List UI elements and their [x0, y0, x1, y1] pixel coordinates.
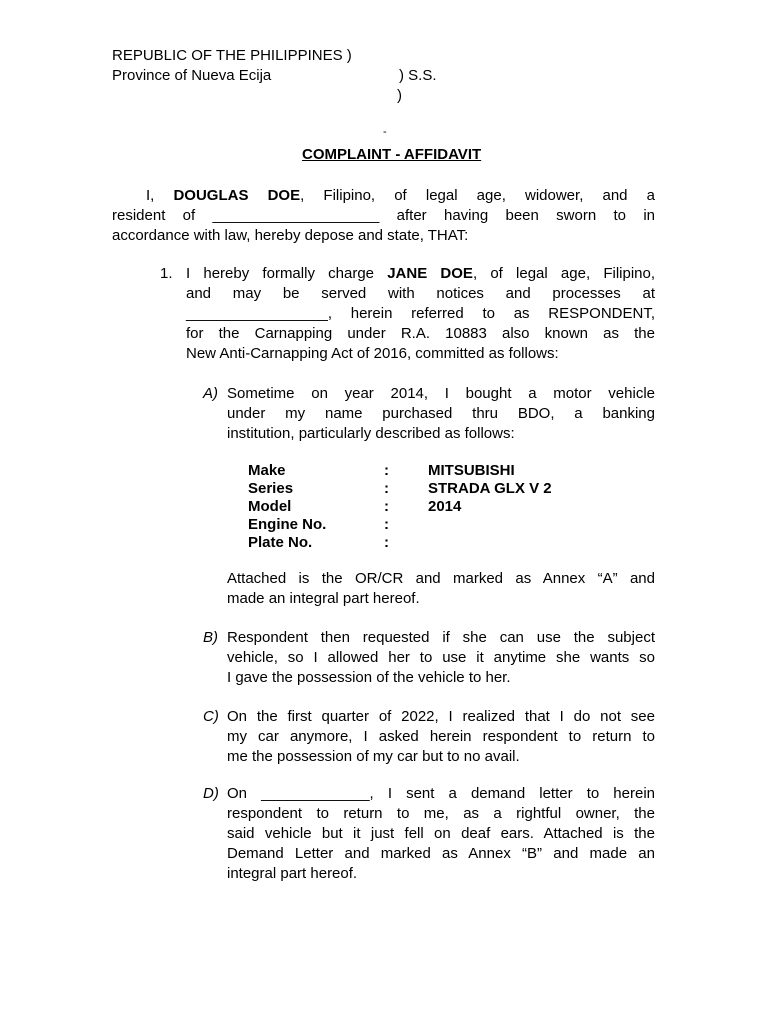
title-mark: -	[383, 126, 387, 138]
item-d-marker: D)	[203, 785, 219, 802]
item-a-line-1: Sometime on year 2014, I bought a motor vehicle	[227, 385, 655, 402]
spec-colon: :	[384, 462, 389, 479]
item-1-line-1	[186, 264, 655, 284]
page-title: COMPLAINT - AFFIDAVIT	[302, 146, 482, 163]
item-b-marker: B)	[203, 629, 218, 646]
spec-colon: :	[384, 498, 389, 515]
item-1-text-b: , of legal age, Filipino,	[472, 265, 656, 282]
item-b-line-1: Respondent then requested if she can use the subject	[227, 629, 655, 646]
item-1-number: 1.	[160, 265, 173, 282]
spec-key: Engine No.	[248, 516, 327, 533]
spec-key: Model	[248, 498, 292, 515]
spec-value: MITSUBISHI	[428, 462, 515, 479]
item-1-line-2: and may be served with notices and processes at	[186, 285, 655, 302]
item-1-line-5: New Anti-Carnapping Act of 2016, committed as follows:	[186, 345, 559, 362]
venue-republic-line: REPUBLIC OF THE PHILIPPINES )	[112, 47, 352, 64]
spec-colon: :	[384, 516, 389, 533]
affiant-name: DOUGLAS DOE	[173, 187, 301, 204]
spec-value: STRADA GLX V 2	[428, 480, 552, 497]
spec-key: Make	[248, 462, 286, 479]
spec-key: Series	[248, 480, 294, 497]
item-c-line-3: me the possession of my car but to no avail.	[227, 748, 520, 765]
intro-text-b: , Filipino, of legal age, widower, and a	[300, 187, 655, 204]
item-a-line-3: institution, particularly described as follows:	[227, 425, 515, 442]
spec-colon: :	[384, 534, 389, 551]
item-d-line-1: On _____________, I sent a demand letter to herein	[227, 785, 655, 802]
item-c-line-1: On the first quarter of 2022, I realized that I do not see	[227, 708, 655, 725]
spec-key: Plate No.	[248, 534, 313, 551]
item-1-text-a: I hereby formally charge	[186, 265, 388, 282]
intro-line-3: accordance with law, hereby depose and state, THAT:	[112, 227, 469, 244]
item-b-line-2: vehicle, so I allowed her to use it anytime she wants so	[227, 649, 655, 666]
item-d-line-5: integral part hereof.	[227, 865, 358, 882]
item-a-line-2: under my name purchased thru BDO, a banking	[227, 405, 655, 422]
item-a-attach-line-1: Attached is the OR/CR and marked as Annex “A” and	[227, 570, 655, 587]
item-c-line-2: my car anymore, I asked herein respondent to return to	[227, 728, 655, 745]
item-a-attach-line-2: made an integral part hereof.	[227, 590, 420, 607]
item-a-marker: A)	[203, 385, 218, 402]
item-1-line-4: for the Carnapping under R.A. 10883 also known as the	[186, 325, 655, 342]
spec-value: 2014	[428, 498, 462, 515]
intro-line-1	[146, 186, 655, 206]
intro-line-2: resident of ____________________ after having been sworn to in	[112, 207, 655, 224]
spec-colon: :	[384, 480, 389, 497]
respondent-name: JANE DOE	[387, 265, 473, 282]
item-d-line-4: Demand Letter and marked as Annex “B” and made an	[227, 845, 655, 862]
item-c-marker: C)	[203, 708, 219, 725]
venue-ss-line: ) S.S.	[399, 67, 437, 84]
venue-province-line: Province of Nueva Ecija	[112, 67, 272, 84]
intro-text-a: I,	[146, 187, 174, 204]
item-d-line-3: said vehicle but it just fell on deaf ears. Attached is the	[227, 825, 655, 842]
item-d-line-2: respondent to return to me, as a rightful owner, the	[227, 805, 655, 822]
venue-paren-line: )	[397, 87, 402, 104]
item-1-line-3: _________________, herein referred to as RESPONDENT,	[186, 305, 655, 322]
item-b-line-3: I gave the possession of the vehicle to her.	[227, 669, 511, 686]
